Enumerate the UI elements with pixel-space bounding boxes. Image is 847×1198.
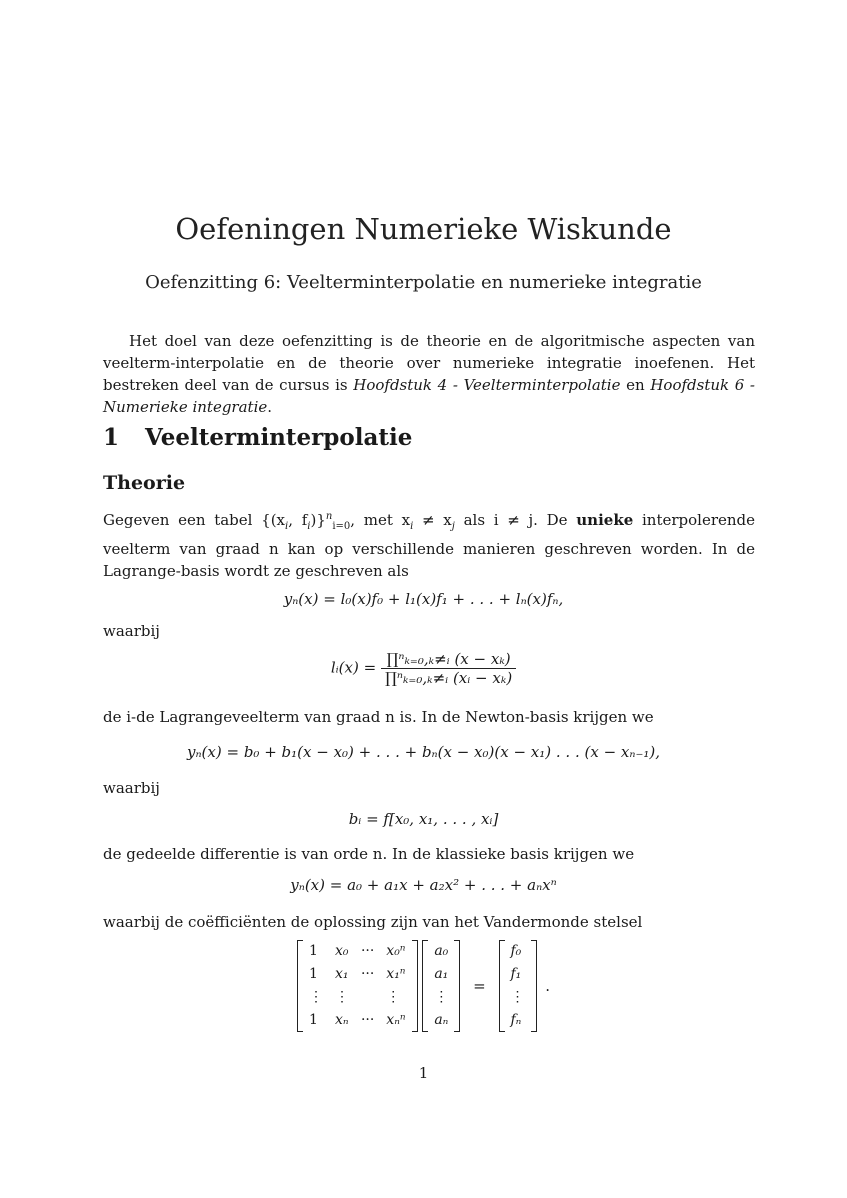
waarbij-label: waarbij — [103, 779, 160, 797]
intro-paragraph: Het doel van deze oefenzitting is de theorie en de algoritmische aspecten van veelterm-interpolatie en de theorie over numerieke integratie inoefenen. Het bestreken deel van de cursus is Hoofdstuk 4 - Veelterminterpolatie en Hoofdstuk 6 - Numerieke integratie. — [103, 332, 756, 416]
lagrange-equation: yₙ(x) = l₀(x)f₀ + l₁(x)f₁ + . . . + lₙ(x)fₙ, — [283, 590, 564, 608]
function-value-vector: f₀ f₁ ⋮ fₙ — [499, 940, 537, 1032]
document-subtitle: Oefenzitting 6: Veelterminterpolatie en numerieke integratie — [145, 272, 702, 293]
vandermonde-matrix: 1 x₀ ··· x₀ⁿ 1 x₁ ··· x₁ⁿ ⋮ ⋮ ⋮ 1 xₙ ··· xₙⁿ — [297, 940, 418, 1032]
waarbij-label: waarbij — [103, 622, 160, 640]
classic-basis-equation: yₙ(x) = a₀ + a₁x + a₂x² + . . . + aₙxⁿ — [290, 876, 557, 894]
page-number: 1 — [418, 1064, 429, 1082]
subsection-heading: Theorie — [103, 472, 186, 494]
chapter-reference: Hoofdstuk 4 - Veelterminterpolatie — [353, 376, 621, 394]
theory-paragraph-4: waarbij de coëfficiënten de oplossing zijn van het Vandermonde stelsel — [103, 913, 643, 931]
coefficient-vector: a₀ a₁ ⋮ aₙ — [422, 940, 460, 1032]
chapter-reference: Hoofdstuk 6 - Numerieke integratie — [103, 376, 756, 416]
theory-paragraph-1: Gegeven een tabel {($x_i$, $f_i)\}^n_{i=0}$, met $x_i \ne x_j$ als i ≠ j. De unieke interpolerende veelterm van graad n kan op verschillende manieren geschreven worden. In de Lagrange-basis wordt ze geschreven als — [103, 511, 756, 580]
vandermonde-system: 1 x₀ ··· x₀ⁿ 1 x₁ ··· x₁ⁿ ⋮ ⋮ ⋮ 1 xₙ ··· xₙⁿ a₀ a₁ ⋮ aₙ = f₀ f₁ ⋮ fₙ . — [0, 940, 847, 1032]
newton-equation: yₙ(x) = b₀ + b₁(x − x₀) + . . . + bₙ(x − x₀)(x − x₁) . . . (x − xₙ₋₁), — [187, 743, 660, 761]
theory-paragraph-2: de i-de Lagrangeveelterm van graad n is. In de Newton-basis krijgen we — [103, 708, 654, 726]
divided-difference-equation: bᵢ = f[x₀, x₁, . . . , xᵢ] — [348, 810, 499, 828]
lagrange-basis-equation: lᵢ(x) = $\frac{\text{∏ⁿₖ₌₀,ₖ≠ᵢ (x − xₖ)}}{\text{∏ⁿₖ₌₀,ₖ≠ᵢ (xᵢ − xₖ)}}$ — [0, 650, 847, 687]
theory-paragraph-3: de gedeelde differentie is van orde n. In de klassieke basis krijgen we — [103, 845, 635, 863]
document-title: Oefeningen Numerieke Wiskunde — [175, 212, 672, 246]
section-heading: 1 Veelterminterpolatie — [103, 424, 413, 451]
